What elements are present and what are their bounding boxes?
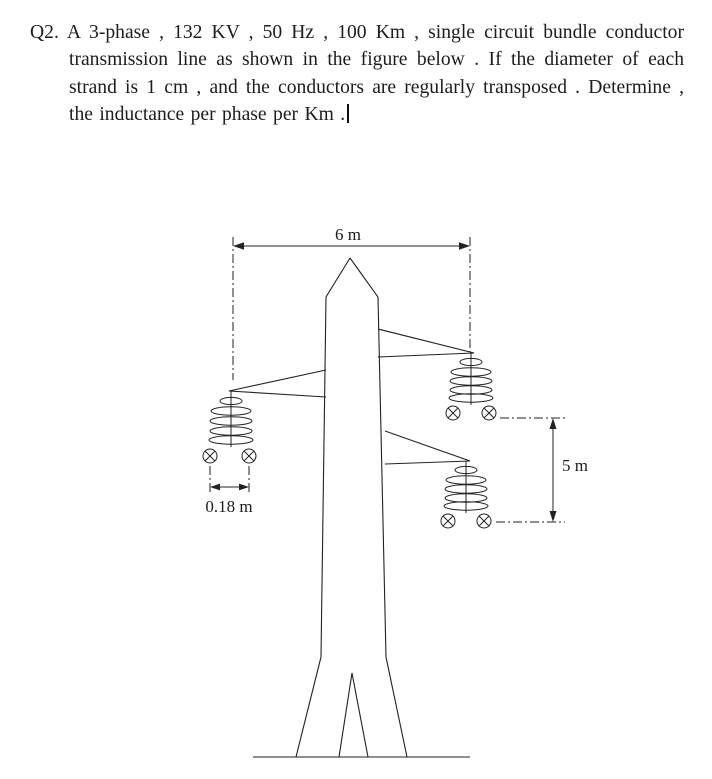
conductor-symbol: [477, 514, 491, 528]
insulator-left: [209, 391, 253, 447]
arrowhead-left: [210, 484, 220, 491]
conductor-symbol: [482, 406, 496, 420]
question-text: A 3-phase , 132 KV , 50 Hz , 100 Km , single circuit bundle conductor transmission line as shown in the figure below . If the diameter of each strand is 1 cm , and the conductors are regularly transposed . Determine , the inductance per phase per Km .: [66, 22, 684, 126]
tower-inner-legs: [339, 673, 368, 757]
arrowhead-right: [239, 484, 249, 491]
conductor-symbol: [203, 449, 217, 463]
insulator-right-upper: [449, 353, 493, 405]
tower: [253, 258, 470, 757]
dimension-018m: [205, 466, 252, 516]
conductor-symbol: [242, 449, 256, 463]
bundle-conductors-left: [203, 449, 256, 463]
crossarm-left: [229, 370, 326, 397]
arrowhead-down: [550, 511, 557, 522]
label-5m: 5 m: [562, 456, 588, 475]
tower-left-side: [296, 258, 350, 757]
arrowhead-up: [550, 418, 557, 429]
bundle-conductors-right-lower: [441, 514, 491, 528]
arrowhead-right: [459, 242, 470, 249]
crossarm-right-upper: [378, 329, 474, 357]
label-6m: 6 m: [335, 225, 361, 244]
conductor-symbol: [441, 514, 455, 528]
tower-right-side: [350, 258, 407, 757]
arrowhead-left: [233, 242, 244, 249]
crossarm-right-lower: [385, 431, 470, 464]
bundle-conductors-right-upper: [446, 406, 496, 420]
dimension-5m: [496, 418, 588, 522]
dimension-6m: [233, 225, 470, 380]
insulator-right-lower: [444, 461, 488, 513]
conductor-symbol: [446, 406, 460, 420]
label-018m: 0.18 m: [205, 497, 253, 516]
question-number: Q2.: [30, 22, 59, 43]
